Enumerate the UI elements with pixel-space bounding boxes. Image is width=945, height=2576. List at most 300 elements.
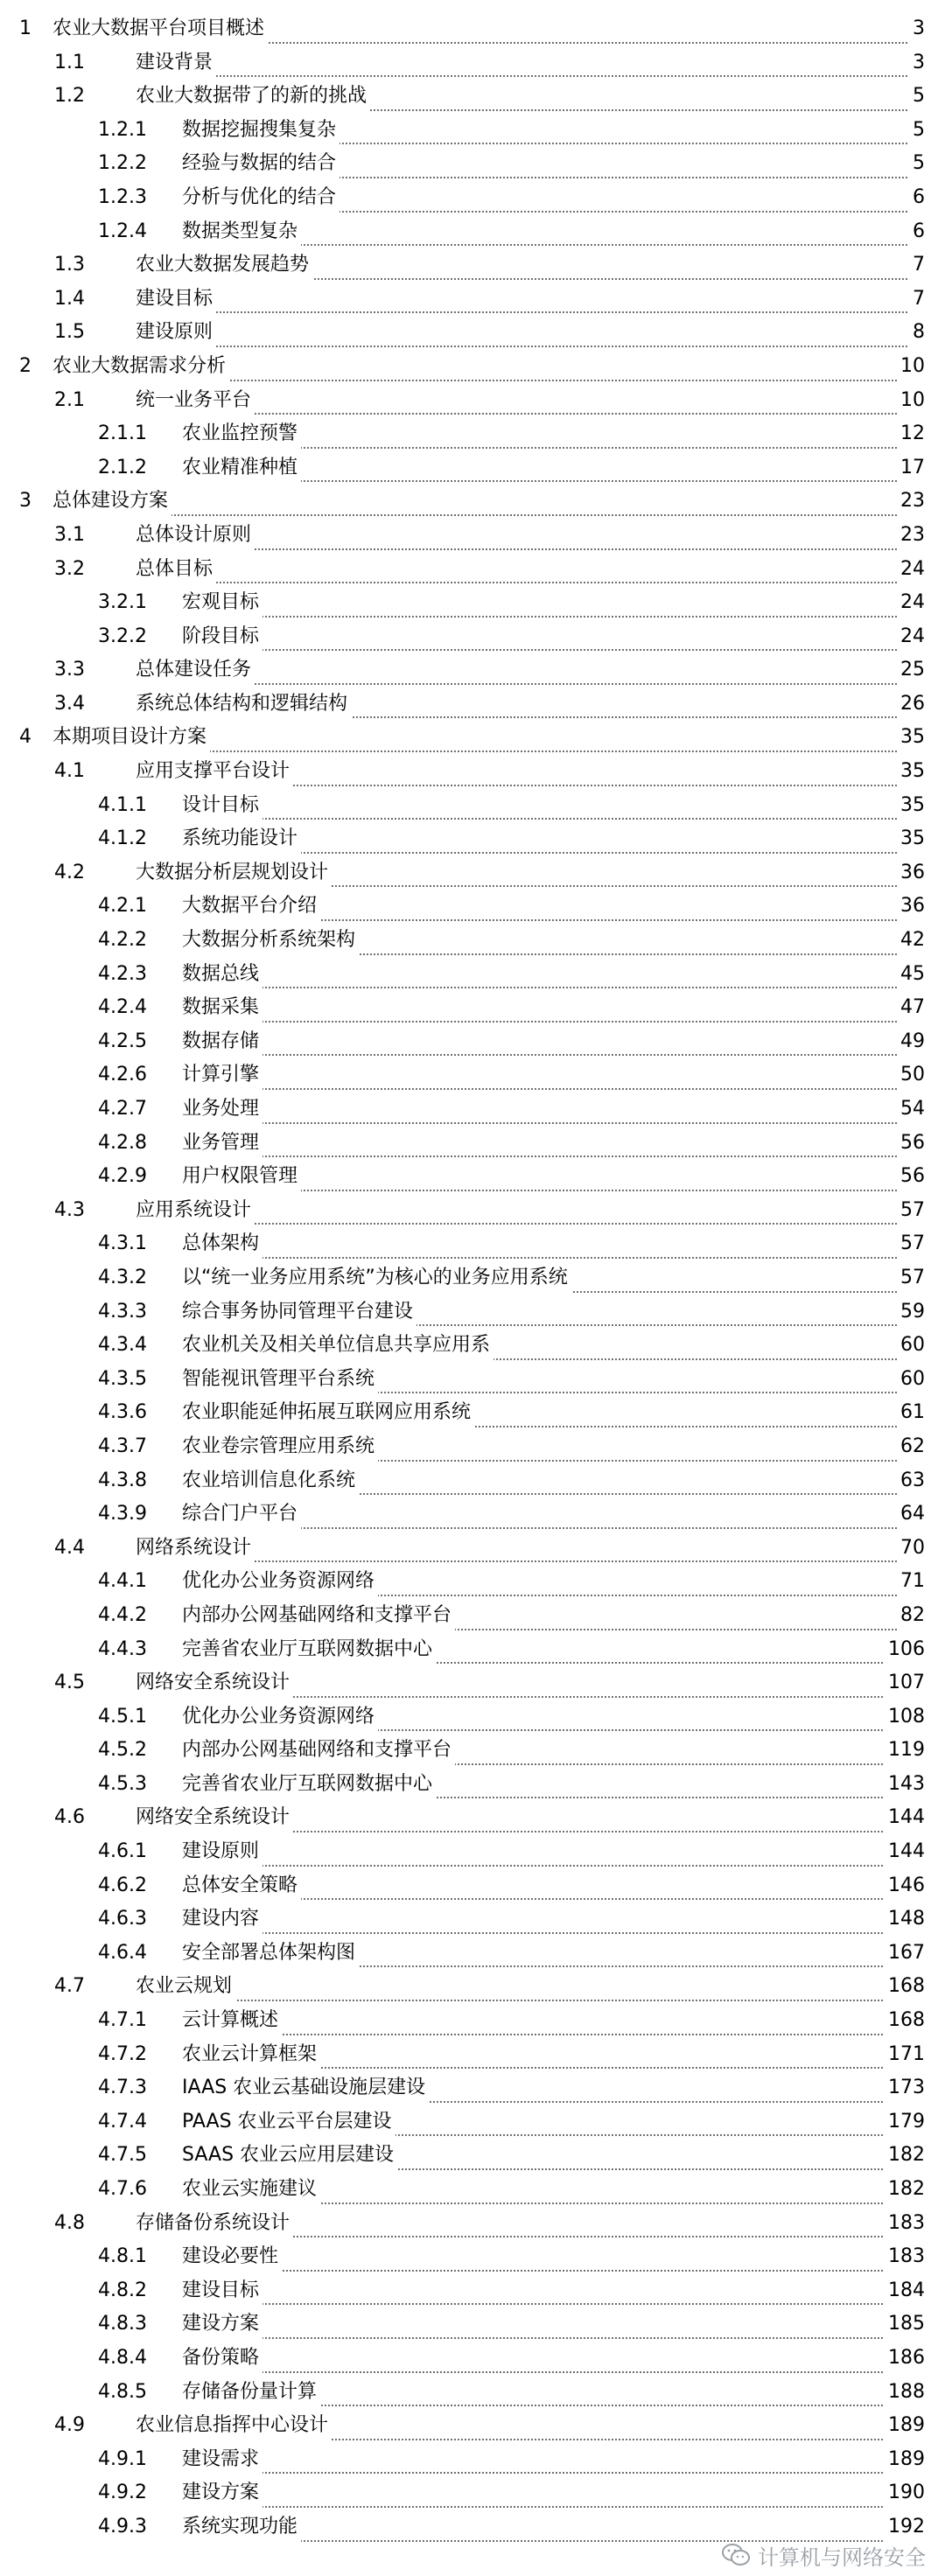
toc-entry-title: 建设内容 [182,1902,262,1937]
toc-entry-title: 宏观目标 [182,586,262,620]
toc-entry-page-number: 108 [885,1700,925,1735]
toc-entry-number: 4.1.2 [98,827,147,850]
toc-entry-page-number: 3 [909,12,925,46]
toc-entry-page-number: 47 [897,991,925,1025]
toc-entry[interactable] [0,1565,945,1599]
toc-entry-number: 4.9.3 [98,2515,147,2538]
toc-entry[interactable] [0,991,945,1025]
toc-entry-number: 2.1 [54,388,85,411]
toc-entry-title: 农业大数据平台项目概述 [52,12,268,46]
toc-entry[interactable] [0,2173,945,2207]
toc-entry[interactable] [0,1902,945,1937]
toc-entry-page-number: 71 [897,1565,925,1599]
toc-entry[interactable] [0,1768,945,1802]
toc-entry[interactable] [0,1093,945,1127]
toc-entry[interactable] [0,2274,945,2308]
toc-entry-number: 4.2.6 [98,1064,147,1086]
toc-entry-title: 农业信息指挥中心设计 [136,2409,332,2443]
toc-entry-page-number: 24 [897,620,925,654]
toc-entry-page-number: 45 [897,958,925,992]
toc-entry[interactable] [0,688,945,722]
toc-entry-title: 农业大数据带了的新的挑战 [136,80,370,114]
toc-entry-number: 4.3.3 [98,1300,147,1323]
toc-entry-number: 4.3.4 [98,1334,147,1357]
toc-entry-page-number: 17 [897,451,925,485]
toc-entry[interactable] [0,2409,945,2443]
toc-entry[interactable] [0,1801,945,1835]
toc-entry-title: 云计算概述 [182,2004,282,2038]
toc-entry-number: 4.5.1 [98,1705,147,1728]
toc-entry-page-number: 7 [909,248,925,283]
toc-entry-page-number: 61 [897,1396,925,1430]
toc-entry[interactable] [0,1734,945,1768]
toc-entry-number: 4.8.3 [98,2313,147,2335]
toc-entry-page-number: 182 [885,2173,925,2207]
toc-entry-title: 统一业务平台 [136,384,255,418]
toc-entry-title: 建设必要性 [182,2240,282,2274]
toc-entry-page-number: 56 [897,1160,925,1194]
toc-entry-page-number: 144 [885,1801,925,1835]
toc-entry-title: 网络系统设计 [136,1532,255,1566]
toc-entry[interactable] [0,924,945,958]
toc-entry-title: 数据存储 [182,1025,262,1059]
toc-entry-page-number: 24 [897,553,925,587]
toc-entry-number: 4.3.2 [98,1266,147,1288]
toc-entry-title: 总体目标 [136,553,216,587]
toc-entry[interactable] [0,1058,945,1093]
toc-entry-title: 总体架构 [182,1227,262,1261]
toc-entry-number: 4.2.5 [98,1030,147,1052]
toc-entry-number: 4 [19,726,32,749]
toc-entry-number: 3.1 [54,523,85,546]
toc-entry-title: 存储备份量计算 [182,2376,320,2410]
toc-entry-number: 4.3 [54,1198,85,1221]
toc-entry-number: 4.1 [54,760,85,783]
toc-entry[interactable] [0,1497,945,1532]
toc-entry-page-number: 189 [885,2443,925,2477]
toc-entry-title: 网络安全系统设计 [136,1801,293,1835]
toc-entry-title: 应用支撑平台设计 [136,755,293,789]
toc-entry[interactable] [0,147,945,181]
toc-entry-title: 建设目标 [136,283,216,317]
toc-entry-page-number: 63 [897,1464,925,1498]
toc-entry-title: 建设目标 [182,2274,262,2308]
toc-entry-number: 3.4 [54,692,85,715]
toc-entry-page-number: 35 [897,822,925,856]
toc-entry-number: 4.8.1 [98,2245,147,2268]
toc-entry-number: 4.7.1 [98,2009,147,2032]
toc-entry-title: PAAS 农业云平台层建设 [182,2105,396,2140]
toc-entry[interactable] [0,46,945,80]
toc-entry-number: 3 [19,490,32,513]
toc-entry-title: 数据挖掘搜集复杂 [182,114,340,148]
toc-entry[interactable] [0,1869,945,1903]
toc-entry-page-number: 106 [885,1633,925,1667]
toc-entry-page-number: 188 [885,2376,925,2410]
toc-entry[interactable] [0,451,945,485]
toc-entry-number: 4.9 [54,2414,85,2437]
toc-entry-page-number: 186 [885,2342,925,2376]
toc-entry-page-number: 56 [897,1127,925,1161]
toc-entry[interactable] [0,248,945,283]
toc-entry-number: 1.3 [54,254,85,276]
toc-entry[interactable] [0,2307,945,2342]
toc-entry-title: 大数据分析系统架构 [182,924,359,958]
toc-entry-title: 建设需求 [182,2443,262,2477]
toc-entry-number: 4.9.1 [98,2447,147,2470]
toc-entry-number: 3.3 [54,659,85,681]
toc-entry-number: 4.7.2 [98,2042,147,2065]
toc-entry-number: 4.8.5 [98,2380,147,2403]
toc-entry-title: 完善省农业厅互联网数据中心 [182,1768,436,1802]
toc-entry-page-number: 171 [885,2038,925,2072]
toc-entry-title: 网络安全系统设计 [136,1666,293,1700]
toc-entry-page-number: 119 [885,1734,925,1768]
toc-entry-number: 4.8 [54,2211,85,2234]
toc-entry-title: 业务处理 [182,1093,262,1127]
toc-entry-title: 系统实现功能 [182,2510,301,2545]
toc-entry-title: 存储备份系统设计 [136,2207,293,2241]
toc-entry-number: 4.7.3 [98,2077,147,2099]
toc-entry-title: 农业职能延伸拓展互联网应用系统 [182,1396,474,1430]
toc-entry-number: 1 [19,17,32,39]
toc-entry-number: 2.1.2 [98,456,147,478]
toc-entry-number: 4.5.2 [98,1739,147,1762]
toc-entry-title: 备份策略 [182,2342,262,2376]
toc-entry-number: 4.2.4 [98,996,147,1019]
toc-entry-number: 4.8.4 [98,2346,147,2369]
toc-entry-page-number: 184 [885,2274,925,2308]
toc-entry-number: 4.3.8 [98,1469,147,1491]
toc-entry[interactable] [0,958,945,992]
toc-entry-number: 1.2 [54,85,85,108]
toc-entry[interactable] [0,1532,945,1566]
toc-entry-number: 4.7.4 [98,2110,147,2133]
wechat-icon [721,2543,751,2567]
toc-entry-title: 大数据分析层规划设计 [136,856,332,890]
toc-entry-page-number: 167 [885,1937,925,1971]
toc-entry-page-number: 42 [897,924,925,958]
toc-entry-number: 2 [19,354,32,377]
toc-entry[interactable] [0,2443,945,2477]
toc-entry[interactable] [0,1666,945,1700]
table-of-contents [0,12,945,2545]
toc-entry-title: 总体设计原则 [136,519,255,553]
toc-entry-number: 3.2.2 [98,625,147,647]
toc-entry[interactable] [0,417,945,451]
toc-entry-title: 农业监控预警 [182,417,301,451]
toc-entry-page-number: 5 [909,114,925,148]
toc-entry-title: 总体建设任务 [136,653,255,688]
toc-entry-page-number: 146 [885,1869,925,1903]
toc-entry-number: 4.3.6 [98,1401,147,1424]
toc-entry-number: 4.7 [54,1975,85,1998]
toc-entry-title: 安全部署总体架构图 [182,1937,359,1971]
toc-entry-title: IAAS 农业云基础设施层建设 [182,2071,429,2105]
toc-entry-title: 综合门户平台 [182,1497,301,1532]
toc-entry[interactable] [0,519,945,553]
toc-entry-title: 农业机关及相关单位信息共享应用系 [182,1329,494,1363]
toc-entry[interactable] [0,1295,945,1330]
toc-entry-number: 4.7.6 [98,2178,147,2200]
toc-entry[interactable] [0,80,945,114]
toc-entry[interactable] [0,485,945,519]
toc-entry-title: 农业云规划 [136,1970,235,2004]
toc-entry-number: 4.2.1 [98,895,147,918]
toc-entry-title: 建设背景 [136,46,216,80]
toc-entry-number: 4.3.9 [98,1503,147,1525]
toc-entry[interactable] [0,586,945,620]
toc-entry-number: 4.6.1 [98,1840,147,1863]
toc-entry-page-number: 57 [897,1227,925,1261]
toc-entry[interactable] [0,1261,945,1295]
toc-entry-page-number: 3 [909,46,925,80]
toc-entry-number: 1.2.4 [98,220,147,242]
toc-entry-page-number: 57 [897,1261,925,1295]
toc-entry-page-number: 10 [897,384,925,418]
toc-entry-page-number: 179 [885,2105,925,2140]
toc-entry-number: 1.2.1 [98,118,147,141]
toc-entry-title: 数据总线 [182,958,262,992]
toc-entry-page-number: 144 [885,1835,925,1869]
toc-entry-page-number: 173 [885,2071,925,2105]
toc-entry-title: 智能视讯管理平台系统 [182,1363,378,1397]
toc-entry-number: 1.2.3 [98,185,147,208]
toc-entry-page-number: 5 [909,80,925,114]
toc-entry-page-number: 82 [897,1599,925,1633]
toc-entry[interactable] [0,2376,945,2410]
toc-entry[interactable] [0,1835,945,1869]
toc-entry-page-number: 183 [885,2207,925,2241]
toc-entry[interactable] [0,755,945,789]
toc-entry-page-number: 50 [897,1058,925,1093]
toc-entry-page-number: 64 [897,1497,925,1532]
toc-entry-number: 4.2.3 [98,962,147,985]
toc-entry-number: 1.4 [54,287,85,310]
toc-entry-page-number: 5 [909,147,925,181]
toc-entry-page-number: 6 [909,215,925,249]
toc-entry-title: 数据采集 [182,991,262,1025]
toc-entry-number: 3.2 [54,557,85,580]
toc-entry[interactable] [0,1700,945,1735]
toc-entry-title: 农业培训信息化系统 [182,1464,359,1498]
toc-entry-number: 4.3.7 [98,1435,147,1457]
toc-entry-title: 建设原则 [182,1835,262,1869]
toc-entry-number: 4.6 [54,1806,85,1829]
toc-entry[interactable] [0,283,945,317]
toc-entry-number: 4.2.7 [98,1098,147,1120]
toc-entry-number: 4.6.2 [98,1874,147,1896]
toc-entry-title: 以“统一业务应用系统”为核心的业务应用系统 [182,1261,571,1295]
toc-entry-page-number: 8 [909,316,925,350]
toc-entry[interactable] [0,2004,945,2038]
toc-entry-title: 用户权限管理 [182,1160,301,1194]
toc-entry[interactable] [0,1430,945,1464]
toc-entry-page-number: 107 [885,1666,925,1700]
toc-entry-page-number: 26 [897,688,925,722]
toc-entry[interactable] [0,316,945,350]
toc-entry-number: 4.9.2 [98,2482,147,2504]
toc-entry-page-number: 62 [897,1430,925,1464]
toc-entry-title: 总体建设方案 [52,485,172,519]
toc-entry-page-number: 143 [885,1768,925,1802]
toc-entry-number: 4.2.9 [98,1165,147,1188]
toc-entry-page-number: 49 [897,1025,925,1059]
toc-entry-title: 农业大数据发展趋势 [136,248,312,283]
toc-entry-page-number: 35 [897,755,925,789]
toc-entry-page-number: 7 [909,283,925,317]
toc-entry-title: 农业云实施建议 [182,2173,320,2207]
toc-entry-page-number: 182 [885,2139,925,2173]
toc-entry-number: 1.2.2 [98,152,147,175]
toc-entry[interactable] [0,620,945,654]
toc-entry[interactable] [0,1396,945,1430]
toc-entry-title: 建设方案 [182,2307,262,2342]
toc-entry[interactable] [0,1160,945,1194]
toc-entry-number: 4.3.1 [98,1232,147,1255]
toc-entry-number: 2.1.1 [98,422,147,445]
toc-entry[interactable] [0,1970,945,2004]
toc-entry[interactable] [0,2207,945,2241]
toc-entry-title: 大数据平台介绍 [182,890,320,924]
watermark [721,2538,926,2573]
toc-entry-page-number: 190 [885,2476,925,2510]
toc-entry-page-number: 168 [885,2004,925,2038]
toc-entry-page-number: 57 [897,1194,925,1228]
toc-entry-title: 应用系统设计 [136,1194,255,1228]
toc-entry[interactable] [0,114,945,148]
toc-entry-page-number: 189 [885,2409,925,2443]
toc-entry[interactable] [0,1363,945,1397]
toc-entry-page-number: 60 [897,1363,925,1397]
toc-entry-number: 4.1.1 [98,793,147,816]
toc-entry[interactable] [0,1127,945,1161]
toc-entry-number: 4.4.3 [98,1637,147,1660]
toc-entry-page-number: 12 [897,417,925,451]
toc-entry-page-number: 24 [897,586,925,620]
toc-entry[interactable] [0,2038,945,2072]
toc-entry-number: 4.2.2 [98,929,147,952]
toc-entry-page-number: 23 [897,519,925,553]
toc-entry[interactable] [0,2342,945,2376]
toc-entry-title: 农业大数据需求分析 [52,350,229,384]
toc-entry-title: 优化办公业务资源网络 [182,1700,378,1735]
watermark-text: 计算机与网络安全 [758,2545,926,2570]
toc-entry-number: 4.2 [54,861,85,883]
toc-entry-title: 综合事务协同管理平台建设 [182,1295,416,1330]
toc-entry-page-number: 59 [897,1295,925,1330]
toc-entry-title: 系统总体结构和逻辑结构 [136,688,351,722]
toc-entry-page-number: 35 [897,721,925,755]
toc-entry[interactable] [0,215,945,249]
toc-entry-title: 优化办公业务资源网络 [182,1565,378,1599]
toc-entry[interactable] [0,12,945,46]
toc-entry-title: 建设方案 [182,2476,262,2510]
toc-entry-page-number: 70 [897,1532,925,1566]
toc-entry-page-number: 35 [897,789,925,823]
toc-entry[interactable] [0,2476,945,2510]
toc-entry-title: 设计目标 [182,789,262,823]
toc-entry-title: SAAS 农业云应用层建设 [182,2139,397,2173]
toc-entry[interactable] [0,2139,945,2173]
toc-entry-number: 1.5 [54,321,85,344]
toc-entry-page-number: 36 [897,856,925,890]
toc-entry-number: 4.6.4 [98,1941,147,1964]
toc-entry-title: 农业云计算框架 [182,2038,320,2072]
toc-entry[interactable] [0,2105,945,2140]
toc-entry-page-number: 6 [909,181,925,215]
toc-entry-page-number: 36 [897,890,925,924]
toc-entry[interactable] [0,1227,945,1261]
toc-entry-number: 4.5.3 [98,1772,147,1795]
toc-entry[interactable] [0,350,945,384]
toc-entry-title: 阶段目标 [182,620,262,654]
toc-entry[interactable] [0,822,945,856]
toc-entry-number: 4.6.3 [98,1908,147,1930]
toc-entry-title: 数据类型复杂 [182,215,301,249]
toc-entry-page-number: 183 [885,2240,925,2274]
toc-entry-number: 4.3.5 [98,1367,147,1390]
toc-entry-number: 4.4.1 [98,1570,147,1593]
toc-entry[interactable] [0,653,945,688]
toc-entry-page-number: 148 [885,1902,925,1937]
toc-entry-title: 计算引擎 [182,1058,262,1093]
toc-entry-number: 4.4.2 [98,1603,147,1626]
toc-entry[interactable] [0,1464,945,1498]
toc-entry-title: 系统功能设计 [182,822,301,856]
toc-entry-number: 4.5 [54,1672,85,1694]
toc-entry-page-number: 10 [897,350,925,384]
toc-entry-title: 总体安全策略 [182,1869,301,1903]
toc-entry[interactable] [0,1025,945,1059]
toc-entry[interactable] [0,890,945,924]
toc-entry[interactable] [0,1599,945,1633]
toc-entry-title: 农业卷宗管理应用系统 [182,1430,378,1464]
toc-entry-number: 4.4 [54,1536,85,1559]
toc-entry[interactable] [0,1329,945,1363]
toc-entry-title: 经验与数据的结合 [182,147,340,181]
toc-entry-title: 农业精准种植 [182,451,301,485]
toc-entry[interactable] [0,181,945,215]
toc-entry-number: 3.2.1 [98,591,147,614]
toc-entry-title: 完善省农业厅互联网数据中心 [182,1633,436,1667]
toc-entry-number: 1.1 [54,51,85,73]
toc-entry-title: 内部办公网基础网络和支撑平台 [182,1599,455,1633]
toc-entry[interactable] [0,1194,945,1228]
toc-entry-page-number: 25 [897,653,925,688]
toc-entry[interactable] [0,856,945,890]
toc-entry[interactable] [0,384,945,418]
toc-entry[interactable] [0,1633,945,1667]
toc-entry-number: 4.2.8 [98,1131,147,1154]
toc-entry-page-number: 168 [885,1970,925,2004]
toc-entry-number: 4.8.2 [98,2279,147,2301]
toc-entry[interactable] [0,1937,945,1971]
toc-entry-page-number: 60 [897,1329,925,1363]
toc-entry-title: 业务管理 [182,1127,262,1161]
toc-entry[interactable] [0,721,945,755]
toc-entry[interactable] [0,553,945,587]
toc-entry[interactable] [0,2240,945,2274]
toc-entry-title: 本期项目设计方案 [52,721,210,755]
toc-entry-title: 分析与优化的结合 [182,181,340,215]
toc-entry-title: 建设原则 [136,316,216,350]
toc-entry-page-number: 54 [897,1093,925,1127]
toc-entry[interactable] [0,2071,945,2105]
toc-entry-title: 内部办公网基础网络和支撑平台 [182,1734,455,1768]
toc-entry[interactable] [0,789,945,823]
toc-entry-page-number: 185 [885,2307,925,2342]
